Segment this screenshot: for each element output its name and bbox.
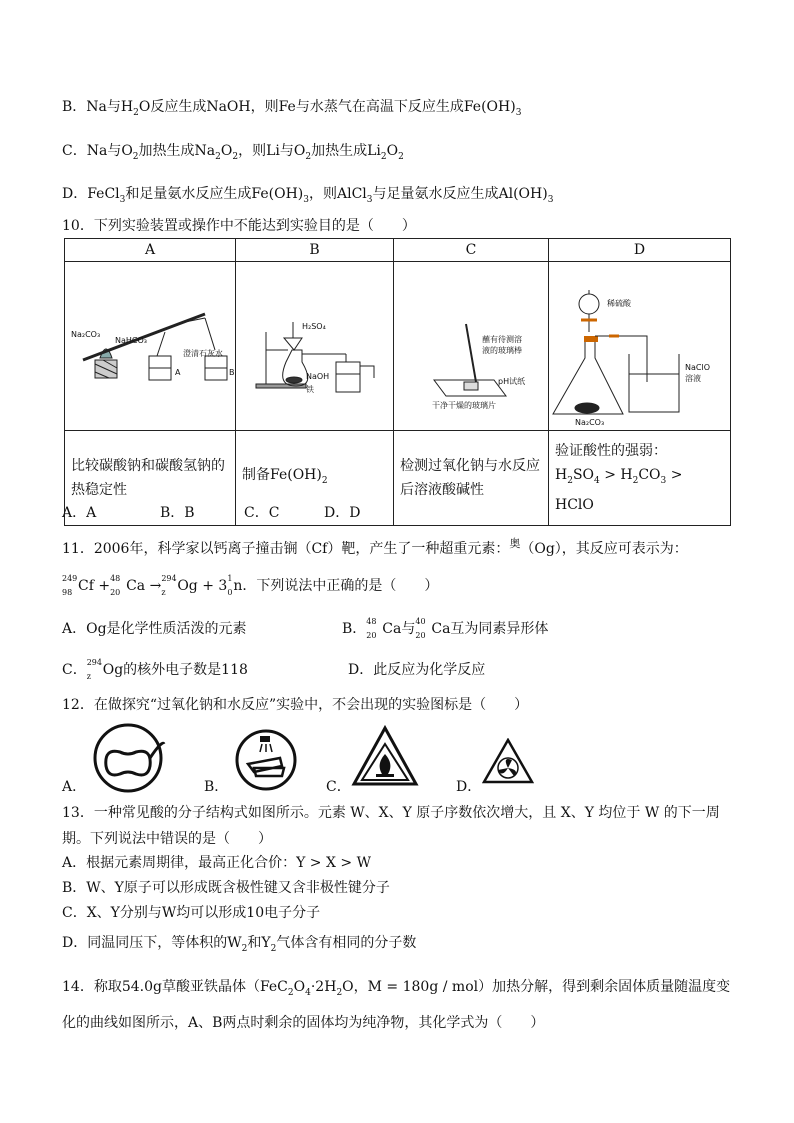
label-beaker-a: A: [175, 368, 181, 377]
q11-equation: 249 98 Cf + 48 20 Ca → 294 z Og + 3 1 0 n．下列说法中正确的是（ ）: [62, 574, 439, 597]
label-glass-plate: 干净干燥的玻璃片: [432, 401, 496, 410]
og-glyph: 奥: [509, 537, 521, 550]
apparatus-d-drawing: [549, 262, 730, 430]
label-rod: 蘸有待测溶液的玻璃棒: [482, 335, 522, 355]
label-naclo: NaClO溶液: [685, 363, 710, 383]
q14-stem-line1: 14．称取54.0g草酸亚铁晶体（$FeC_2O_4\cdot 2H_2O$，M = 180g / mol）加热分解，得到剩余固体质量随温度变: [62, 979, 731, 998]
desc-b: 制备$Fe(OH)_2$: [236, 431, 394, 526]
label-na2co3: Na₂CO₃: [71, 330, 101, 339]
q10-choice-b[interactable]: B．B: [160, 505, 195, 521]
label-h2so4: H₂SO₄: [302, 322, 326, 331]
q10-choice-a[interactable]: A．A: [62, 505, 97, 521]
label-na2co3-d: Na₂CO₃: [575, 418, 605, 427]
header-d: D: [549, 239, 731, 262]
label-limewater: 澄清石灰水: [183, 349, 223, 358]
q11-stem: 11．2006年，科学家以钙离子撞击锎（Cf）靶，产生了一种超重元素：$^奥$（Og），其反应可表示为：: [62, 537, 688, 557]
q13-stem-line2: 期。下列说法中错误的是（ ）: [62, 831, 272, 847]
desc-d: 验证酸性的强弱： $H_2SO_4 > H_2CO_3$ > HClO: [549, 431, 731, 526]
q9-option-b: B．Na与$H_2O$反应生成NaOH，则Fe与水蒸气在高温下反应生成$Fe(OH)_3$: [62, 99, 522, 118]
q12-label-b[interactable]: B．: [204, 779, 229, 795]
q13-option-d[interactable]: D．同温同压下，等体积的$W_2$和$Y_2$气体含有相同的分子数: [62, 935, 417, 954]
label-nahco3: NaHCO₃: [115, 336, 147, 345]
header-b: B: [236, 239, 394, 262]
q9-option-c: C．Na与$O_2$加热生成$Na_2O_2$，则Li与$O_2$加热生成$Li_2O_2$: [62, 143, 404, 162]
q10-stem: 10．下列实验装置或操作中不能达到实验目的是（ ）: [62, 218, 416, 234]
flame-hazard-icon: [350, 724, 420, 790]
apparatus-b: [236, 262, 394, 431]
apparatus-a: [65, 262, 236, 431]
q10-experiment-table: [64, 238, 731, 526]
q13-stem-line1: 13．一种常见酸的分子结构式如图所示。元素 W、X、Y 原子序数依次增大，且 X、Y 均位于 W 的下一周: [62, 805, 720, 821]
q9-option-d: D．FeCl$_3$和足量氨水反应生成$Fe(OH)_3$，则AlCl$_3$与足量氨水反应生成$Al(OH)_3$: [62, 186, 554, 205]
q13-option-c[interactable]: C．X、Y分别与W均可以形成10电子分子: [62, 905, 321, 921]
apparatus-c: [394, 262, 549, 431]
apparatus-d: [549, 262, 731, 431]
q10-choice-d[interactable]: D．D: [324, 505, 361, 521]
wash-hands-icon: [234, 728, 298, 792]
apparatus-b-drawing: [236, 262, 393, 430]
q13-option-a[interactable]: A．根据元素周期律，最高正化合价：Y > X > W: [62, 855, 371, 871]
ventilation-icon: [482, 738, 534, 786]
q11-option-a[interactable]: A．Og是化学性质活泼的元素: [62, 621, 247, 637]
label-naoh: NaOH: [306, 372, 330, 381]
q12-label-c[interactable]: C．: [326, 779, 351, 795]
q12-label-d[interactable]: D．: [456, 779, 482, 795]
desc-a: 比较碳酸钠和碳酸氢钠的热稳定性: [65, 431, 236, 526]
goggles-icon: [90, 722, 170, 794]
label-dilute-h2so4: 稀硫酸: [607, 299, 631, 308]
label-ph-paper: pH试纸: [498, 377, 526, 386]
q11-option-c[interactable]: C． 294 z Og的核外电子数是118: [62, 658, 248, 681]
q14-stem-line2: 化的曲线如图所示，A、B两点时剩余的固体均为纯净物，其化学式为（ ）: [62, 1015, 545, 1031]
q12-label-a[interactable]: A．: [62, 779, 87, 795]
label-fe: 铁: [306, 385, 314, 394]
q10-choice-c[interactable]: C．C: [244, 505, 280, 521]
label-beaker-b: B: [229, 368, 235, 377]
header-a: A: [65, 239, 236, 262]
desc-c: 检测过氧化钠与水反应后溶液酸碱性: [394, 431, 549, 526]
apparatus-a-drawing: [65, 262, 235, 430]
q13-option-b[interactable]: B．W、Y原子可以形成既含极性键又含非极性键分子: [62, 880, 390, 896]
q12-stem: 12．在做探究“过氧化钠和水反应”实验中，不会出现的实验图标是（ ）: [62, 697, 529, 713]
q11-option-b[interactable]: B． 48 20 Ca与 40 20 Ca互为同素异形体: [342, 617, 549, 640]
header-c: C: [394, 239, 549, 262]
q11-option-d[interactable]: D．此反应为化学反应: [348, 662, 486, 678]
